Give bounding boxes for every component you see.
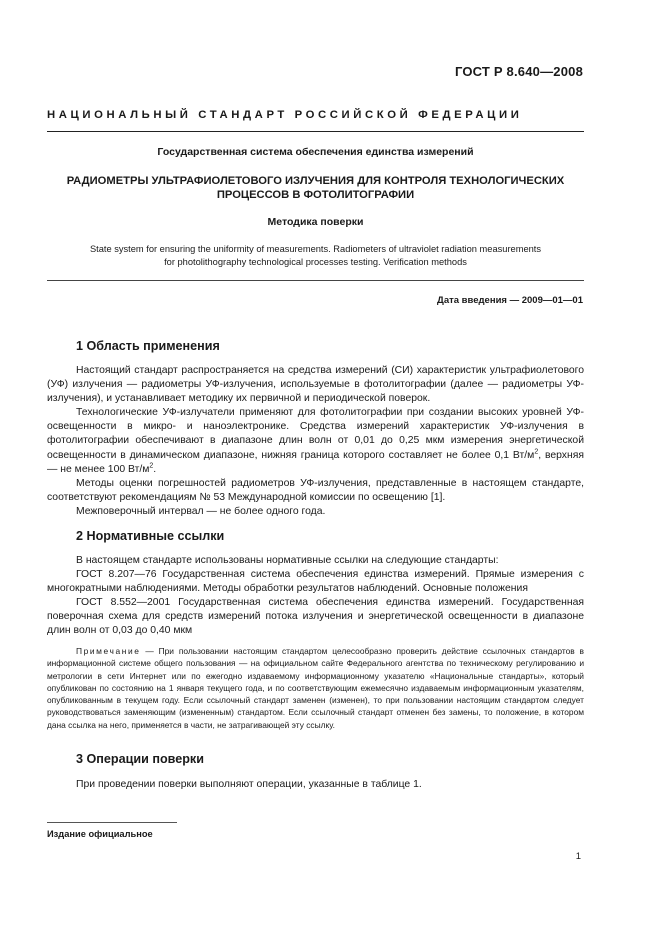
section-2-note xyxy=(47,645,584,731)
system-title: Государственная система обеспечения единства измерений xyxy=(157,146,474,158)
title-rule xyxy=(47,280,584,281)
normative-ref-gost-8-552: ГОСТ 8.552—2001 Государственная система обеспечения единства измерений. Государственная поверочная схема для средств измерений потока излучения и энергетической освещенности в диапазоне длин волн от 0,03 до 0,40 мкм xyxy=(47,597,584,637)
gost-code: ГОСТ Р 8.640—2008 xyxy=(454,64,583,79)
section-1-paragraph-4: Межповерочный интервал — не более одного года. xyxy=(76,505,326,517)
section-3-heading: 3 Операции поверки xyxy=(76,752,204,766)
section-1-paragraph-1: Настоящий стандарт распространяется на средства измерений (СИ) характеристик ультрафиолетового (УФ) излучения — радиометры УФ-излучения, используемые в фотолитографии (далее — радиометры УФ-излучения), и устанавливает методику их первичной и периодической поверок. xyxy=(47,365,584,405)
section-1-heading: 1 Область применения xyxy=(76,339,220,353)
page-number: 1 xyxy=(575,851,581,862)
normative-ref-gost-8-207: ГОСТ 8.207—76 Государственная система обеспечения единства измерений. Прямые измерения с многократными наблюдениями. Методы обработки результатов наблюдений. Основные положения xyxy=(47,569,584,595)
edition-label: Издание официальное xyxy=(47,829,153,839)
section-3-body xyxy=(47,778,584,792)
national-standard-banner: НАЦИОНАЛЬНЫЙ СТАНДАРТ РОССИЙСКОЙ ФЕДЕРАЦИИ xyxy=(47,109,523,121)
section-2-heading: 2 Нормативные ссылки xyxy=(76,529,225,543)
section-3-paragraph-1: При проведении поверки выполняют операции, указанные в таблице 1. xyxy=(76,779,422,790)
section-2-body xyxy=(47,554,584,639)
english-title xyxy=(47,243,584,269)
section-1-paragraph-2: Технологические УФ-излучатели применяют для фотолитографии при создании высоких уровней УФ-освещенности в микро- и наноэлектронике. Средства измерений характеристик УФ-излучения в фотолитографии обеспечивают в диапазоне длин волн от 0,01 до 0,25 мкм измерения энергетической освещенности в динамическом диапазоне, нижняя граница которого составляет не более 0,1 $Вт/м^2$, верхняя — не менее 100 $Вт/м^2$. xyxy=(47,407,584,475)
english-title-line-2: for photolithography technological processes testing. Verification methods xyxy=(164,257,467,267)
subtitle: Методика поверки xyxy=(267,216,364,228)
note-label: Примечание xyxy=(76,646,141,656)
section-2-paragraph-1: В настоящем стандарте использованы нормативные ссылки на следующие стандарты: xyxy=(76,555,499,566)
section-1-paragraph-3: Методы оценки погрешностей радиометров УФ-излучения, представленные в настоящем стандарте, соответствуют рекомендациям № 53 Международной комиссии по освещению [1]. xyxy=(47,477,584,503)
english-title-line-1: State system for ensuring the uniformity of measurements. Radiometers of ultraviolet radiation measurements xyxy=(89,244,542,254)
main-title-line-1: РАДИОМЕТРЫ УЛЬТРАФИОЛЕТОВОГО ИЗЛУЧЕНИЯ ДЛЯ КОНТРОЛЯ ТЕХНОЛОГИЧЕСКИХ xyxy=(66,175,565,187)
introduction-date: Дата введения — 2009—01—01 xyxy=(437,295,583,306)
note-text: — При пользовании настоящим стандартом целесообразно проверить действие ссылочных стандартов в информационной системе общего пользования — на официальном сайте Федерального агентства по техническому регулированию и метрологии в сети Интернет или по ежегодно издаваемому информационному указателю «Национальные стандарты», который опубликован по состоянию на 1 января текущего года, и по соответствующим ежемесячно издаваемым информационным указателям, опубликованным в текущем году. Если ссылочный стандарт заменен (изменен), то при пользовании настоящим стандартом следует руководствоваться заменяющим (измененным) стандартом. Если ссылочный стандарт отменен без замены, то положение, в котором дана ссылка на него, применяется в части, не затрагивающей эту ссылку. xyxy=(47,646,584,730)
footer-rule xyxy=(47,822,177,823)
section-1-body xyxy=(47,364,584,519)
main-title-line-2: ПРОЦЕССОВ В ФОТОЛИТОГРАФИИ xyxy=(216,189,415,201)
main-title xyxy=(47,174,584,202)
header-rule xyxy=(47,131,584,132)
